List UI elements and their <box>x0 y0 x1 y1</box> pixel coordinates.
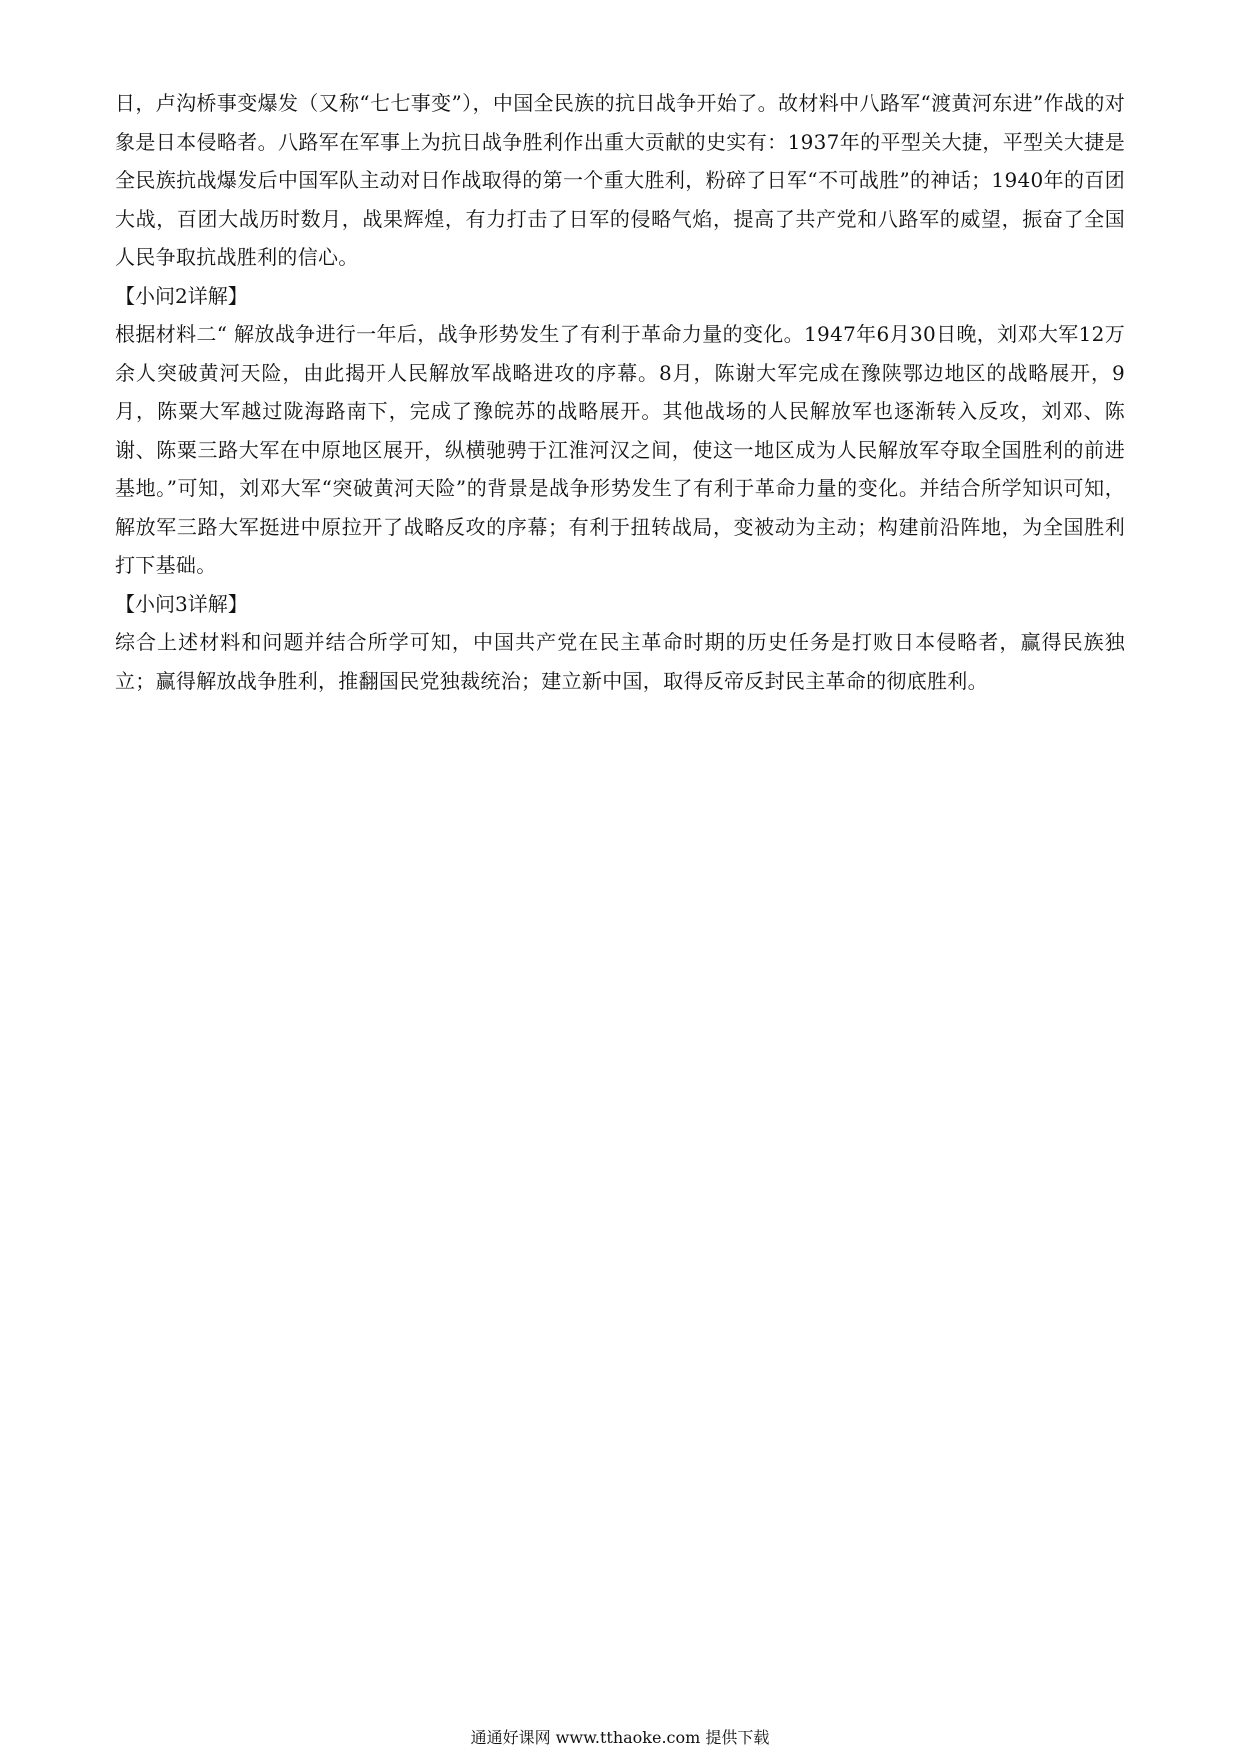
section-heading-3: 【小问3详解】 <box>115 591 248 616</box>
answer-paragraph-3: 综合上述材料和问题并结合所学可知，中国共产党在民主革命时期的历史任务是打败日本侵略者，赢得民族独立；赢得解放战争胜利，推翻国民党独裁统治；建立新中国，取得反帝反封民主革命的彻底胜利。 <box>115 630 1125 693</box>
answer-paragraph-2: 根据材料二“ 解放战争进行一年后，战争形势发生了有利于革命力量的变化。1947年6月30日晚，刘邓大军12万余人突破黄河天险，由此揭开人民解放军战略进攻的序幕。8月，陈谢大军完成在豫陕鄂边地区的战略展开，9月，陈粟大军越过陇海路南下，完成了豫皖苏的战略展开。其他战场的人民解放军也逐渐转入反攻，刘邓、陈谢、陈粟三路大军在中原地区展开，纵横驰骋于江淮河汉之间，使这一地区成为人民解放军夺取全国胜利的前进基地。”可知，刘邓大军“突破黄河天险”的背景是战争形势发生了有利于革命力量的变化。并结合所学知识可知，解放军三路大军挺进中原拉开了战略反攻的序幕；有利于扭转战局，变被动为主动；构建前沿阵地，为全国胜利打下基础。 <box>115 322 1125 577</box>
answer-paragraph-1: 日，卢沟桥事变爆发（又称“七七事变”），中国全民族的抗日战争开始了。故材料中八路军“渡黄河东进”作战的对象是日本侵略者。八路军在军事上为抗日战争胜利作出重大贡献的史实有：1937年的平型关大捷，平型关大捷是全民族抗战爆发后中国军队主动对日作战取得的第一个重大胜利，粉碎了日军“不可战胜”的神话；1940年的百团大战，百团大战历时数月，战果辉煌，有力打击了日军的侵略气焰，提高了共产党和八路军的威望，振奋了全国人民争取抗战胜利的信心。 <box>115 91 1125 269</box>
page-footer: 通通好课网 www.tthaoke.com 提供下载 <box>470 1728 770 1747</box>
document-body <box>115 84 1125 700</box>
section-heading-2: 【小问2详解】 <box>115 283 248 308</box>
